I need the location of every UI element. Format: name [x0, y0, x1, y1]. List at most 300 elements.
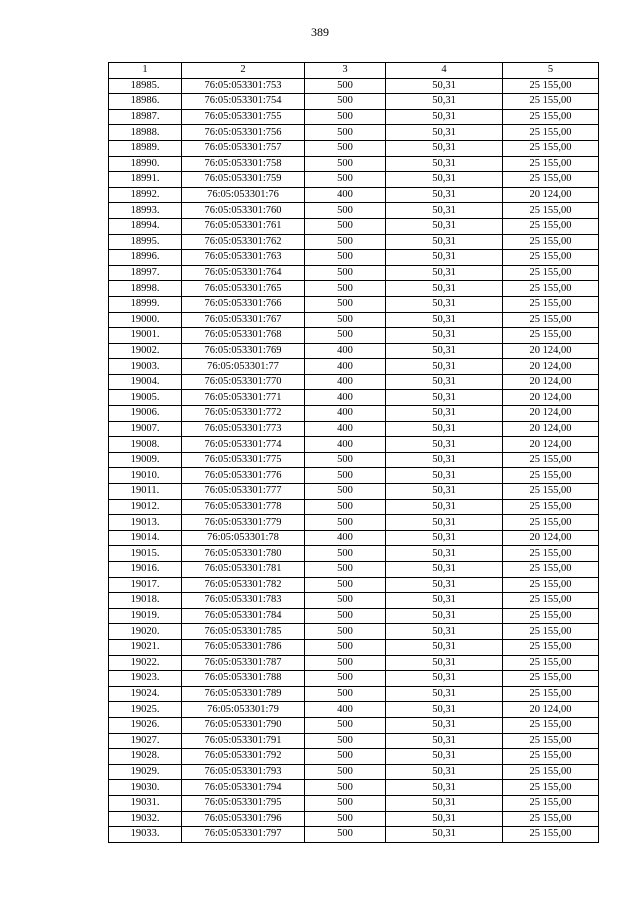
amount-cell: 25 155,00 — [503, 156, 599, 172]
cadastral-number-cell: 76:05:053301:772 — [182, 406, 305, 422]
row-number-cell: 18991. — [109, 172, 182, 188]
amount-cell: 25 155,00 — [503, 203, 599, 219]
table-row — [109, 343, 599, 359]
table-row — [109, 655, 599, 671]
rate-cell: 50,31 — [386, 125, 503, 141]
table-row — [109, 671, 599, 687]
rate-cell: 50,31 — [386, 608, 503, 624]
amount-cell: 25 155,00 — [503, 281, 599, 297]
table-row — [109, 795, 599, 811]
amount-cell: 25 155,00 — [503, 218, 599, 234]
amount-cell: 20 124,00 — [503, 406, 599, 422]
cadastral-number-cell: 76:05:053301:791 — [182, 733, 305, 749]
cadastral-number-cell: 76:05:053301:788 — [182, 671, 305, 687]
area-cell: 500 — [305, 827, 386, 843]
amount-cell: 25 155,00 — [503, 749, 599, 765]
area-cell: 400 — [305, 421, 386, 437]
amount-cell: 25 155,00 — [503, 639, 599, 655]
table-row — [109, 530, 599, 546]
area-cell: 500 — [305, 608, 386, 624]
column-header-5: 5 — [503, 63, 599, 79]
amount-cell: 20 124,00 — [503, 390, 599, 406]
rate-cell: 50,31 — [386, 218, 503, 234]
cadastral-number-cell: 76:05:053301:789 — [182, 686, 305, 702]
cadastral-number-cell: 76:05:053301:759 — [182, 172, 305, 188]
amount-cell: 25 155,00 — [503, 109, 599, 125]
cadastral-number-cell: 76:05:053301:757 — [182, 140, 305, 156]
table-row — [109, 234, 599, 250]
amount-cell: 25 155,00 — [503, 172, 599, 188]
rate-cell: 50,31 — [386, 546, 503, 562]
row-number-cell: 19033. — [109, 827, 182, 843]
row-number-cell: 19003. — [109, 359, 182, 375]
amount-cell: 25 155,00 — [503, 499, 599, 515]
cadastral-number-cell: 76:05:053301:794 — [182, 780, 305, 796]
amount-cell: 25 155,00 — [503, 125, 599, 141]
area-cell: 500 — [305, 671, 386, 687]
table-row — [109, 218, 599, 234]
amount-cell: 25 155,00 — [503, 312, 599, 328]
area-cell: 500 — [305, 515, 386, 531]
row-number-cell: 19029. — [109, 764, 182, 780]
table-row — [109, 390, 599, 406]
amount-cell: 20 124,00 — [503, 437, 599, 453]
table-row — [109, 499, 599, 515]
area-cell: 500 — [305, 639, 386, 655]
area-cell: 400 — [305, 406, 386, 422]
table-row — [109, 733, 599, 749]
cadastral-number-cell: 76:05:053301:795 — [182, 795, 305, 811]
table-header-row — [109, 63, 599, 79]
cadastral-number-cell: 76:05:053301:779 — [182, 515, 305, 531]
table-row — [109, 562, 599, 578]
amount-cell: 20 124,00 — [503, 343, 599, 359]
land-plots-table — [108, 62, 599, 843]
rate-cell: 50,31 — [386, 156, 503, 172]
amount-cell: 20 124,00 — [503, 374, 599, 390]
row-number-cell: 18999. — [109, 296, 182, 312]
cadastral-number-cell: 76:05:053301:773 — [182, 421, 305, 437]
cadastral-number-cell: 76:05:053301:783 — [182, 593, 305, 609]
table-row — [109, 811, 599, 827]
rate-cell: 50,31 — [386, 406, 503, 422]
area-cell: 500 — [305, 624, 386, 640]
area-cell: 500 — [305, 717, 386, 733]
area-cell: 500 — [305, 593, 386, 609]
rate-cell: 50,31 — [386, 764, 503, 780]
row-number-cell: 18997. — [109, 265, 182, 281]
amount-cell: 25 155,00 — [503, 234, 599, 250]
area-cell: 400 — [305, 187, 386, 203]
table-row — [109, 374, 599, 390]
rate-cell: 50,31 — [386, 390, 503, 406]
area-cell: 500 — [305, 686, 386, 702]
table-row — [109, 702, 599, 718]
row-number-cell: 19004. — [109, 374, 182, 390]
table-row — [109, 577, 599, 593]
row-number-cell: 18998. — [109, 281, 182, 297]
rate-cell: 50,31 — [386, 94, 503, 110]
row-number-cell: 19007. — [109, 421, 182, 437]
column-header-2: 2 — [182, 63, 305, 79]
area-cell: 500 — [305, 733, 386, 749]
rate-cell: 50,31 — [386, 827, 503, 843]
table-row — [109, 265, 599, 281]
cadastral-number-cell: 76:05:053301:781 — [182, 562, 305, 578]
amount-cell: 25 155,00 — [503, 452, 599, 468]
area-cell: 500 — [305, 218, 386, 234]
area-cell: 500 — [305, 811, 386, 827]
row-number-cell: 19032. — [109, 811, 182, 827]
amount-cell: 25 155,00 — [503, 655, 599, 671]
area-cell: 500 — [305, 94, 386, 110]
area-cell: 500 — [305, 562, 386, 578]
cadastral-number-cell: 76:05:053301:756 — [182, 125, 305, 141]
table-row — [109, 406, 599, 422]
row-number-cell: 19024. — [109, 686, 182, 702]
cadastral-number-cell: 76:05:053301:768 — [182, 328, 305, 344]
table-row — [109, 125, 599, 141]
cadastral-number-cell: 76:05:053301:755 — [182, 109, 305, 125]
amount-cell: 25 155,00 — [503, 811, 599, 827]
page-number: 389 — [311, 25, 329, 39]
row-number-cell: 19021. — [109, 639, 182, 655]
area-cell: 400 — [305, 702, 386, 718]
row-number-cell: 18988. — [109, 125, 182, 141]
area-cell: 500 — [305, 780, 386, 796]
cadastral-number-cell: 76:05:053301:776 — [182, 468, 305, 484]
cadastral-number-cell: 76:05:053301:766 — [182, 296, 305, 312]
column-header-1: 1 — [109, 63, 182, 79]
area-cell: 500 — [305, 655, 386, 671]
table-row — [109, 608, 599, 624]
amount-cell: 25 155,00 — [503, 795, 599, 811]
cadastral-number-cell: 76:05:053301:762 — [182, 234, 305, 250]
area-cell: 500 — [305, 577, 386, 593]
table-row — [109, 250, 599, 266]
area-cell: 500 — [305, 265, 386, 281]
table-row — [109, 187, 599, 203]
rate-cell: 50,31 — [386, 593, 503, 609]
table-row — [109, 437, 599, 453]
area-cell: 400 — [305, 343, 386, 359]
rate-cell: 50,31 — [386, 437, 503, 453]
rate-cell: 50,31 — [386, 562, 503, 578]
amount-cell: 25 155,00 — [503, 827, 599, 843]
cadastral-number-cell: 76:05:053301:785 — [182, 624, 305, 640]
area-cell: 500 — [305, 484, 386, 500]
amount-cell: 20 124,00 — [503, 421, 599, 437]
amount-cell: 25 155,00 — [503, 484, 599, 500]
rate-cell: 50,31 — [386, 452, 503, 468]
table-row — [109, 624, 599, 640]
row-number-cell: 19031. — [109, 795, 182, 811]
cadastral-number-cell: 76:05:053301:778 — [182, 499, 305, 515]
row-number-cell: 19017. — [109, 577, 182, 593]
cadastral-number-cell: 76:05:053301:777 — [182, 484, 305, 500]
row-number-cell: 19012. — [109, 499, 182, 515]
rate-cell: 50,31 — [386, 359, 503, 375]
area-cell: 500 — [305, 109, 386, 125]
row-number-cell: 19006. — [109, 406, 182, 422]
amount-cell: 25 155,00 — [503, 717, 599, 733]
cadastral-number-cell: 76:05:053301:78 — [182, 530, 305, 546]
table-row — [109, 203, 599, 219]
cadastral-number-cell: 76:05:053301:771 — [182, 390, 305, 406]
amount-cell: 25 155,00 — [503, 671, 599, 687]
rate-cell: 50,31 — [386, 702, 503, 718]
rate-cell: 50,31 — [386, 795, 503, 811]
area-cell: 500 — [305, 452, 386, 468]
row-number-cell: 19005. — [109, 390, 182, 406]
table-row — [109, 452, 599, 468]
rate-cell: 50,31 — [386, 234, 503, 250]
table-row — [109, 515, 599, 531]
cadastral-number-cell: 76:05:053301:79 — [182, 702, 305, 718]
rate-cell: 50,31 — [386, 639, 503, 655]
cadastral-number-cell: 76:05:053301:796 — [182, 811, 305, 827]
rate-cell: 50,31 — [386, 671, 503, 687]
table-row — [109, 749, 599, 765]
table-row — [109, 639, 599, 655]
area-cell: 500 — [305, 468, 386, 484]
amount-cell: 25 155,00 — [503, 265, 599, 281]
row-number-cell: 18990. — [109, 156, 182, 172]
rate-cell: 50,31 — [386, 686, 503, 702]
row-number-cell: 19018. — [109, 593, 182, 609]
column-header-4: 4 — [386, 63, 503, 79]
amount-cell: 25 155,00 — [503, 577, 599, 593]
row-number-cell: 19001. — [109, 328, 182, 344]
rate-cell: 50,31 — [386, 655, 503, 671]
rate-cell: 50,31 — [386, 624, 503, 640]
row-number-cell: 19016. — [109, 562, 182, 578]
table-row — [109, 281, 599, 297]
area-cell: 500 — [305, 764, 386, 780]
area-cell: 500 — [305, 78, 386, 94]
table-row — [109, 296, 599, 312]
area-cell: 500 — [305, 140, 386, 156]
amount-cell: 25 155,00 — [503, 296, 599, 312]
cadastral-number-cell: 76:05:053301:767 — [182, 312, 305, 328]
row-number-cell: 19022. — [109, 655, 182, 671]
rate-cell: 50,31 — [386, 281, 503, 297]
row-number-cell: 18986. — [109, 94, 182, 110]
rate-cell: 50,31 — [386, 374, 503, 390]
amount-cell: 25 155,00 — [503, 562, 599, 578]
amount-cell: 25 155,00 — [503, 733, 599, 749]
rate-cell: 50,31 — [386, 140, 503, 156]
table-row — [109, 546, 599, 562]
cadastral-number-cell: 76:05:053301:763 — [182, 250, 305, 266]
table-body — [109, 78, 599, 842]
amount-cell: 25 155,00 — [503, 140, 599, 156]
table-row — [109, 468, 599, 484]
amount-cell: 20 124,00 — [503, 530, 599, 546]
row-number-cell: 19028. — [109, 749, 182, 765]
amount-cell: 20 124,00 — [503, 702, 599, 718]
row-number-cell: 19015. — [109, 546, 182, 562]
amount-cell: 25 155,00 — [503, 624, 599, 640]
cadastral-number-cell: 76:05:053301:775 — [182, 452, 305, 468]
table-row — [109, 484, 599, 500]
cadastral-number-cell: 76:05:053301:787 — [182, 655, 305, 671]
row-number-cell: 18989. — [109, 140, 182, 156]
row-number-cell: 19023. — [109, 671, 182, 687]
amount-cell: 25 155,00 — [503, 94, 599, 110]
table-row — [109, 140, 599, 156]
row-number-cell: 19013. — [109, 515, 182, 531]
rate-cell: 50,31 — [386, 499, 503, 515]
row-number-cell: 18994. — [109, 218, 182, 234]
row-number-cell: 19027. — [109, 733, 182, 749]
rate-cell: 50,31 — [386, 515, 503, 531]
row-number-cell: 18995. — [109, 234, 182, 250]
cadastral-number-cell: 76:05:053301:786 — [182, 639, 305, 655]
table-row — [109, 717, 599, 733]
rate-cell: 50,31 — [386, 78, 503, 94]
cadastral-number-cell: 76:05:053301:754 — [182, 94, 305, 110]
cadastral-number-cell: 76:05:053301:793 — [182, 764, 305, 780]
amount-cell: 25 155,00 — [503, 608, 599, 624]
row-number-cell: 18987. — [109, 109, 182, 125]
row-number-cell: 19009. — [109, 452, 182, 468]
rate-cell: 50,31 — [386, 296, 503, 312]
cadastral-number-cell: 76:05:053301:770 — [182, 374, 305, 390]
row-number-cell: 18993. — [109, 203, 182, 219]
area-cell: 400 — [305, 530, 386, 546]
area-cell: 500 — [305, 250, 386, 266]
amount-cell: 25 155,00 — [503, 686, 599, 702]
rate-cell: 50,31 — [386, 530, 503, 546]
row-number-cell: 19026. — [109, 717, 182, 733]
rate-cell: 50,31 — [386, 577, 503, 593]
row-number-cell: 19019. — [109, 608, 182, 624]
area-cell: 400 — [305, 437, 386, 453]
rate-cell: 50,31 — [386, 109, 503, 125]
area-cell: 400 — [305, 390, 386, 406]
table-row — [109, 421, 599, 437]
area-cell: 500 — [305, 328, 386, 344]
row-number-cell: 19008. — [109, 437, 182, 453]
cadastral-number-cell: 76:05:053301:784 — [182, 608, 305, 624]
cadastral-number-cell: 76:05:053301:764 — [182, 265, 305, 281]
area-cell: 500 — [305, 296, 386, 312]
row-number-cell: 19030. — [109, 780, 182, 796]
table-row — [109, 78, 599, 94]
table-row — [109, 172, 599, 188]
row-number-cell: 19000. — [109, 312, 182, 328]
amount-cell: 25 155,00 — [503, 78, 599, 94]
table-row — [109, 764, 599, 780]
area-cell: 500 — [305, 125, 386, 141]
row-number-cell: 19020. — [109, 624, 182, 640]
area-cell: 500 — [305, 312, 386, 328]
amount-cell: 25 155,00 — [503, 593, 599, 609]
table-row — [109, 780, 599, 796]
row-number-cell: 19011. — [109, 484, 182, 500]
area-cell: 500 — [305, 546, 386, 562]
amount-cell: 25 155,00 — [503, 328, 599, 344]
amount-cell: 25 155,00 — [503, 780, 599, 796]
table-row — [109, 359, 599, 375]
area-cell: 500 — [305, 234, 386, 250]
row-number-cell: 19014. — [109, 530, 182, 546]
rate-cell: 50,31 — [386, 749, 503, 765]
area-cell: 500 — [305, 499, 386, 515]
amount-cell: 25 155,00 — [503, 515, 599, 531]
cadastral-number-cell: 76:05:053301:765 — [182, 281, 305, 297]
rate-cell: 50,31 — [386, 265, 503, 281]
cadastral-number-cell: 76:05:053301:758 — [182, 156, 305, 172]
row-number-cell: 18996. — [109, 250, 182, 266]
rate-cell: 50,31 — [386, 780, 503, 796]
row-number-cell: 19002. — [109, 343, 182, 359]
area-cell: 500 — [305, 795, 386, 811]
cadastral-number-cell: 76:05:053301:780 — [182, 546, 305, 562]
amount-cell: 25 155,00 — [503, 764, 599, 780]
area-cell: 500 — [305, 172, 386, 188]
cadastral-number-cell: 76:05:053301:761 — [182, 218, 305, 234]
rate-cell: 50,31 — [386, 733, 503, 749]
rate-cell: 50,31 — [386, 484, 503, 500]
amount-cell: 25 155,00 — [503, 250, 599, 266]
rate-cell: 50,31 — [386, 312, 503, 328]
table-row — [109, 156, 599, 172]
table-row — [109, 109, 599, 125]
cadastral-number-cell: 76:05:053301:753 — [182, 78, 305, 94]
rate-cell: 50,31 — [386, 328, 503, 344]
rate-cell: 50,31 — [386, 172, 503, 188]
area-cell: 500 — [305, 749, 386, 765]
row-number-cell: 19010. — [109, 468, 182, 484]
area-cell: 500 — [305, 203, 386, 219]
rate-cell: 50,31 — [386, 250, 503, 266]
table-row — [109, 686, 599, 702]
area-cell: 400 — [305, 374, 386, 390]
amount-cell: 20 124,00 — [503, 187, 599, 203]
row-number-cell: 18992. — [109, 187, 182, 203]
cadastral-number-cell: 76:05:053301:76 — [182, 187, 305, 203]
rate-cell: 50,31 — [386, 343, 503, 359]
rate-cell: 50,31 — [386, 203, 503, 219]
column-header-3: 3 — [305, 63, 386, 79]
row-number-cell: 19025. — [109, 702, 182, 718]
table-row — [109, 312, 599, 328]
area-cell: 400 — [305, 359, 386, 375]
rate-cell: 50,31 — [386, 187, 503, 203]
cadastral-number-cell: 76:05:053301:774 — [182, 437, 305, 453]
cadastral-number-cell: 76:05:053301:769 — [182, 343, 305, 359]
table-row — [109, 593, 599, 609]
rate-cell: 50,31 — [386, 811, 503, 827]
rate-cell: 50,31 — [386, 717, 503, 733]
area-cell: 500 — [305, 156, 386, 172]
cadastral-number-cell: 76:05:053301:797 — [182, 827, 305, 843]
row-number-cell: 18985. — [109, 78, 182, 94]
cadastral-number-cell: 76:05:053301:790 — [182, 717, 305, 733]
amount-cell: 20 124,00 — [503, 359, 599, 375]
cadastral-number-cell: 76:05:053301:77 — [182, 359, 305, 375]
table-row — [109, 94, 599, 110]
cadastral-number-cell: 76:05:053301:792 — [182, 749, 305, 765]
rate-cell: 50,31 — [386, 468, 503, 484]
rate-cell: 50,31 — [386, 421, 503, 437]
area-cell: 500 — [305, 281, 386, 297]
cadastral-number-cell: 76:05:053301:782 — [182, 577, 305, 593]
table-row — [109, 827, 599, 843]
amount-cell: 25 155,00 — [503, 468, 599, 484]
